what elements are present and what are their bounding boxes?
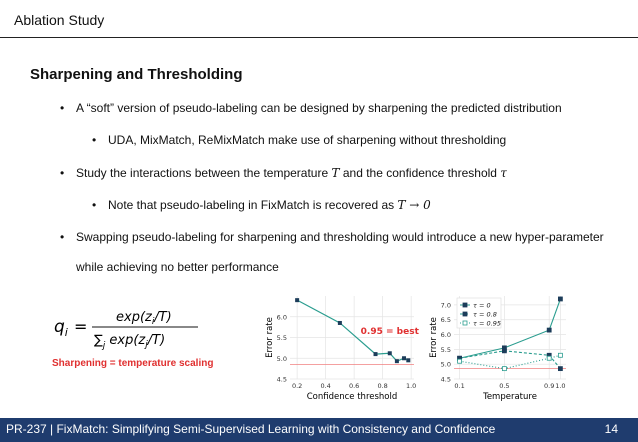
bullet-item: UDA, MixMatch, ReMixMatch make use of sharpening without thresholding: [108, 133, 507, 147]
formula-note: Sharpening = temperature scaling: [52, 358, 214, 369]
data-point: [547, 328, 551, 332]
y-tick-label: 6.5: [440, 316, 451, 325]
legend-marker: [463, 303, 467, 307]
y-tick-label: 5.0: [440, 360, 451, 369]
data-point: [295, 298, 299, 302]
data-point: [502, 349, 506, 353]
page-number: 14: [604, 422, 618, 436]
legend: [457, 298, 501, 328]
data-point: [558, 353, 562, 357]
bullet-dot: •: [60, 166, 65, 180]
header-divider: [0, 37, 638, 38]
data-point: [547, 356, 551, 360]
y-tick-label: 6.0: [440, 331, 451, 340]
data-point: [388, 351, 392, 355]
data-point: [338, 321, 342, 325]
y-tick-label: 7.0: [440, 301, 451, 310]
bullet-item: [108, 198, 431, 212]
bullet-item-continuation: while achieving no better performance: [76, 260, 279, 274]
x-tick-label: 0.5: [499, 382, 510, 390]
data-point: [558, 367, 562, 371]
x-tick-label: 0.6: [348, 382, 360, 390]
footer-title: PR-237 | FixMatch: Simplifying Semi-Supervised Learning with Consistency and Confidence: [6, 422, 496, 436]
threshold-chart: [252, 292, 420, 404]
y-axis-label: Error rate: [265, 317, 275, 358]
y-axis-label: Error rate: [429, 317, 439, 358]
y-tick-label: 4.5: [276, 375, 287, 384]
bullet-text: and the confidence threshold: [339, 166, 501, 180]
limit-expression: T → 0: [397, 198, 431, 212]
x-axis-label: Confidence threshold: [306, 392, 398, 402]
formula-denominator: $\sum_j$ $\exp(z_j/T)$: [94, 333, 166, 351]
x-tick-label: 0.8: [377, 382, 388, 390]
bullet-text: Study the interactions between the temperature: [76, 166, 332, 180]
x-axis-label: Temperature: [483, 392, 537, 402]
legend-marker: [463, 321, 467, 325]
x-tick-label: 0.4: [320, 382, 331, 390]
bullet-item: A “soft” version of pseudo-labeling can be designed by sharpening the predicted distribution: [76, 101, 562, 115]
data-point: [395, 359, 399, 363]
x-tick-label: 1.0: [405, 382, 417, 390]
x-tick-label: 1.0: [555, 382, 566, 390]
formula-lhs: $q_i$: [54, 317, 68, 339]
legend-label: τ = 0.8: [473, 310, 497, 319]
y-tick-label: 5.5: [276, 334, 287, 342]
data-point: [558, 297, 562, 301]
data-point: [458, 359, 462, 363]
x-tick-label: 0.2: [291, 382, 303, 390]
sharpening-formula: [50, 302, 200, 352]
threshold-symbol: τ: [500, 166, 507, 180]
temperature-chart: [420, 292, 572, 404]
bullet-dot: •: [60, 101, 65, 115]
footer-bar: [0, 418, 638, 442]
y-tick-label: 4.5: [440, 375, 451, 384]
bullet-dot: •: [92, 198, 97, 212]
data-point: [402, 356, 406, 360]
temperature-symbol: T: [331, 166, 340, 180]
legend-marker: [463, 312, 467, 316]
svg-text:=: =: [74, 317, 88, 336]
bullet-item: Swapping pseudo-labeling for sharpening and thresholding would introduce a new hyper-parameter: [76, 230, 604, 244]
bullet-item: [76, 166, 507, 180]
best-annotation: 0.95 = best: [360, 327, 419, 338]
x-tick-label: 0.9: [544, 382, 555, 390]
legend-label: τ = 0: [473, 301, 491, 310]
x-tick-label: 0.1: [454, 382, 465, 390]
data-point: [502, 367, 506, 371]
legend-label: τ = 0.95: [473, 319, 501, 328]
formula-numerator: $\exp(z_i/T)$: [116, 310, 172, 327]
slide-heading: Sharpening and Thresholding: [30, 66, 243, 83]
bullet-text: Note that pseudo-labeling in FixMatch is recovered as: [108, 198, 398, 212]
data-point: [406, 358, 410, 362]
y-tick-label: 5.0: [276, 354, 287, 363]
bullet-dot: •: [60, 230, 65, 244]
bullet-dot: •: [92, 133, 97, 147]
data-point: [374, 352, 378, 356]
y-tick-label: 5.5: [440, 345, 451, 354]
header-title: Ablation Study: [14, 12, 105, 28]
y-tick-label: 6.0: [276, 313, 287, 322]
